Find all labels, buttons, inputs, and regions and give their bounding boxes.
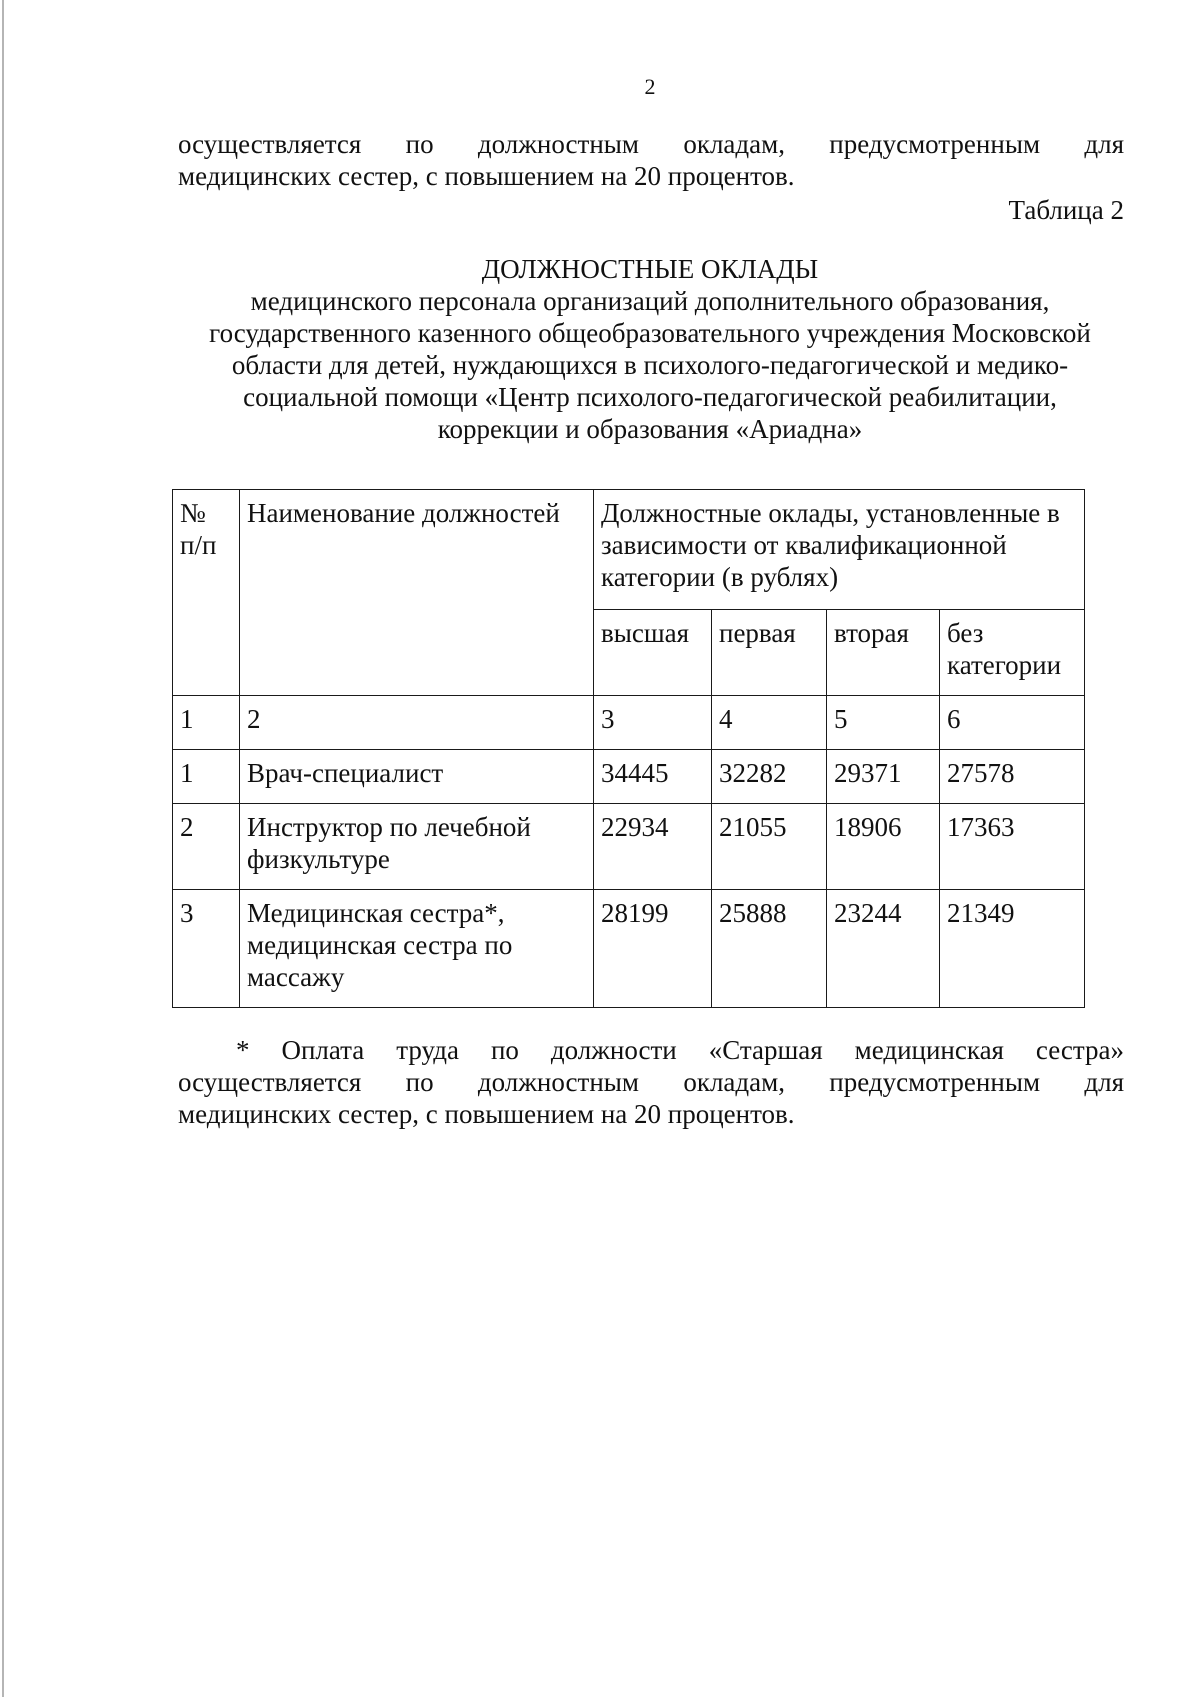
row-salary-none: 27578 (940, 750, 1085, 804)
row-salary-second: 18906 (827, 804, 940, 890)
top-paragraph (178, 128, 1124, 192)
table-label: Таблица 2 (1008, 195, 1124, 225)
index-row (173, 696, 1085, 750)
header-category-highest: высшая (594, 610, 712, 696)
header-category-none: без категории (940, 610, 1085, 696)
row-num: 3 (173, 890, 240, 1008)
row-num: 2 (173, 804, 240, 890)
header-category-second: вторая (827, 610, 940, 696)
row-salary-none: 17363 (940, 804, 1085, 890)
row-salary-highest: 34445 (594, 750, 712, 804)
title-sub-line-4: социальной помощи «Центр психолого-педагогической реабилитации, (243, 382, 1057, 412)
row-salary-second: 29371 (827, 750, 940, 804)
row-salary-none: 21349 (940, 890, 1085, 1008)
header-row-1 (173, 490, 1085, 610)
header-num: № п/п (173, 490, 240, 696)
table-row (173, 750, 1085, 804)
index-cell: 1 (173, 696, 240, 750)
title-main: ДОЛЖНОСТНЫЕ ОКЛАДЫ (481, 254, 819, 284)
index-cell: 6 (940, 696, 1085, 750)
footnote-line-2: осуществляется по должностным окладам, предусмотренным для (178, 1067, 1124, 1097)
top-paragraph-line-1: осуществляется по должностным окладам, предусмотренным для (178, 129, 1124, 159)
footnote-line-1: * Оплата труда по должности «Старшая медицинская сестра» (236, 1035, 1124, 1065)
page-edge (2, 0, 4, 1697)
header-category-first: первая (712, 610, 827, 696)
row-position: Врач-специалист (240, 750, 594, 804)
row-num: 1 (173, 750, 240, 804)
salaries-table (172, 489, 1085, 1008)
index-cell: 3 (594, 696, 712, 750)
row-salary-first: 25888 (712, 890, 827, 1008)
row-position: Медицинская сестра*, медицинская сестра по массажу (240, 890, 594, 1008)
top-paragraph-line-2: медицинских сестер, с повышением на 20 процентов. (178, 161, 795, 191)
table-row (173, 890, 1085, 1008)
title-sub-line-1: медицинского персонала организаций дополнительного образования, (250, 286, 1050, 316)
row-salary-first: 21055 (712, 804, 827, 890)
title-sub-line-3: области для детей, нуждающихся в психолого-педагогической и медико- (231, 350, 1069, 380)
index-cell: 5 (827, 696, 940, 750)
header-salaries-group: Должностные оклады, установленные в зависимости от квалификационной категории (в рублях) (594, 490, 1085, 610)
title-sub-line-5: коррекции и образования «Ариадна» (437, 414, 863, 444)
row-salary-second: 23244 (827, 890, 940, 1008)
page-number: 2 (644, 74, 656, 99)
table-title (150, 253, 1150, 445)
row-position: Инструктор по лечебной физкультуре (240, 804, 594, 890)
row-salary-first: 32282 (712, 750, 827, 804)
index-cell: 2 (240, 696, 594, 750)
header-position: Наименование должностей (240, 490, 594, 696)
row-salary-highest: 22934 (594, 804, 712, 890)
row-salary-highest: 28199 (594, 890, 712, 1008)
footnote (178, 1034, 1124, 1130)
index-cell: 4 (712, 696, 827, 750)
footnote-line-3: медицинских сестер, с повышением на 20 процентов. (178, 1099, 795, 1129)
table-row (173, 804, 1085, 890)
title-sub-line-2: государственного казенного общеобразовательного учреждения Московской (209, 318, 1091, 348)
